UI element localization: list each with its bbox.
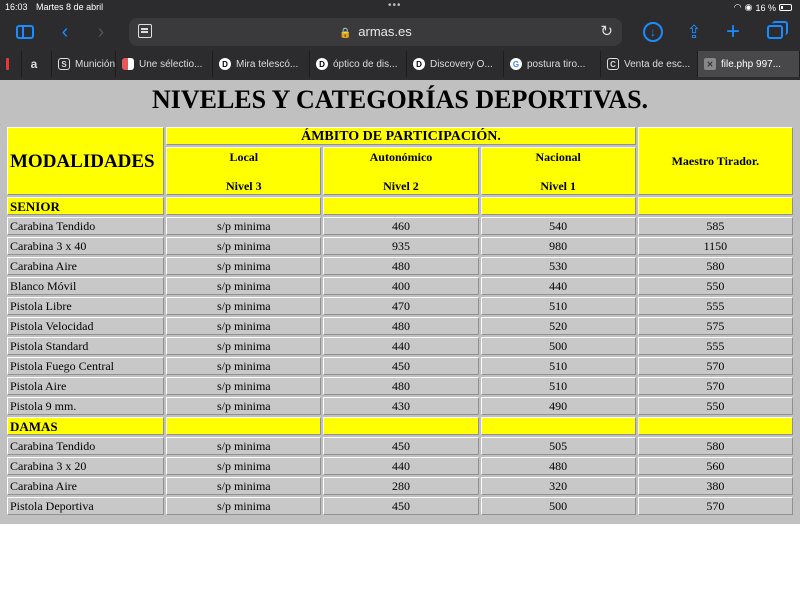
tab-label: Munición	[75, 58, 116, 70]
score-cell: s/p minima	[166, 457, 321, 475]
modalidad-cell: Carabina Tendido	[7, 217, 164, 235]
score-cell: 320	[481, 477, 636, 495]
score-cell: 580	[638, 437, 793, 455]
score-cell: 510	[481, 357, 636, 375]
score-cell: s/p minima	[166, 337, 321, 355]
table-row	[7, 357, 793, 375]
battery-percent: 16 %	[755, 2, 776, 13]
modalidad-cell: Carabina Aire	[7, 477, 164, 495]
modalidad-cell: Pistola 9 mm.	[7, 397, 164, 415]
score-cell: 505	[481, 437, 636, 455]
score-cell: s/p minima	[166, 397, 321, 415]
section-cell	[638, 417, 793, 435]
table-row	[7, 397, 793, 415]
modalidad-cell: Pistola Fuego Central	[7, 357, 164, 375]
download-icon: ↓	[643, 22, 663, 42]
score-cell: 520	[481, 317, 636, 335]
tab-favicon-icon: D	[219, 58, 231, 70]
table-row	[7, 237, 793, 255]
score-cell: s/p minima	[166, 437, 321, 455]
tab-optico[interactable]	[310, 51, 407, 77]
tab-label: Mira telescó...	[236, 58, 299, 70]
score-cell: s/p minima	[166, 297, 321, 315]
score-cell: 450	[323, 497, 478, 515]
table-row	[7, 277, 793, 295]
score-cell: 570	[638, 497, 793, 515]
tab-label: file.php 997...	[721, 58, 782, 70]
modalidad-cell: Pistola Libre	[7, 297, 164, 315]
section-label: SENIOR	[7, 197, 164, 215]
score-cell: 440	[323, 457, 478, 475]
section-cell	[166, 197, 321, 215]
section-cell	[323, 197, 478, 215]
section-cell	[481, 417, 636, 435]
tab-pinned-2[interactable]	[22, 51, 52, 77]
section-row	[7, 197, 793, 215]
section-cell	[166, 417, 321, 435]
score-cell: 550	[638, 277, 793, 295]
forward-button[interactable]	[88, 19, 114, 45]
table-row	[7, 257, 793, 275]
score-cell: s/p minima	[166, 217, 321, 235]
score-cell: 480	[323, 317, 478, 335]
score-cell: 280	[323, 477, 478, 495]
levels-table	[5, 125, 795, 517]
multitask-dots[interactable]: •••	[388, 0, 402, 11]
section-label: DAMAS	[7, 417, 164, 435]
score-cell: 500	[481, 337, 636, 355]
google-favicon-icon: G	[510, 58, 522, 70]
table-header-row	[7, 127, 793, 145]
tab-favicon-icon: D	[316, 58, 328, 70]
back-button[interactable]	[52, 19, 78, 45]
score-cell: s/p minima	[166, 277, 321, 295]
score-cell: 450	[323, 357, 478, 375]
score-cell: 540	[481, 217, 636, 235]
score-cell: 480	[481, 457, 636, 475]
empty-area	[0, 524, 800, 600]
chevron-left-icon: ‹	[61, 20, 69, 43]
score-cell: 575	[638, 317, 793, 335]
status-bar	[0, 0, 800, 15]
score-cell: s/p minima	[166, 477, 321, 495]
modalidad-cell: Blanco Móvil	[7, 277, 164, 295]
pinned-favicon-icon	[6, 58, 9, 70]
score-cell: s/p minima	[166, 357, 321, 375]
modalidad-cell: Pistola Deportiva	[7, 497, 164, 515]
table-row	[7, 317, 793, 335]
score-cell: s/p minima	[166, 377, 321, 395]
plus-icon: +	[725, 18, 740, 45]
tab-postura-tiro[interactable]	[504, 51, 601, 77]
tab-overview-button[interactable]	[762, 19, 788, 45]
score-cell: 550	[638, 397, 793, 415]
tab-municion[interactable]	[52, 51, 116, 77]
wifi-icon: ◠	[733, 2, 742, 12]
page-title: NIVELES Y CATEGORÍAS DEPORTIVAS.	[151, 85, 649, 114]
table-row	[7, 337, 793, 355]
modalidad-cell: Pistola Standard	[7, 337, 164, 355]
level-header-autonomico: Autonómico Nivel 2	[323, 147, 478, 195]
tab-label: Discovery O...	[430, 58, 493, 70]
modalidad-cell: Carabina Tendido	[7, 437, 164, 455]
focus-icon: ◉	[744, 2, 753, 12]
score-cell: 555	[638, 297, 793, 315]
score-cell: s/p minima	[166, 497, 321, 515]
close-tab-icon[interactable]: ✕	[704, 58, 716, 70]
score-cell: 530	[481, 257, 636, 275]
tab-label: Une sélectio...	[139, 58, 203, 70]
table-row	[7, 377, 793, 395]
web-page	[0, 80, 800, 524]
score-cell: 450	[323, 437, 478, 455]
score-cell: 440	[323, 337, 478, 355]
score-cell: 580	[638, 257, 793, 275]
table-row	[7, 297, 793, 315]
score-cell: 570	[638, 377, 793, 395]
section-cell	[638, 197, 793, 215]
table-row	[7, 457, 793, 475]
table-row	[7, 217, 793, 235]
score-cell: 935	[323, 237, 478, 255]
status-date: Martes 8 de abril	[36, 2, 104, 12]
modalidad-cell: Carabina 3 x 20	[7, 457, 164, 475]
table-row	[7, 437, 793, 455]
score-cell: 500	[481, 497, 636, 515]
table-row	[7, 497, 793, 515]
tab-favicon-icon: S	[58, 58, 70, 70]
section-row	[7, 417, 793, 435]
score-cell: 560	[638, 457, 793, 475]
score-cell: 490	[481, 397, 636, 415]
score-cell: 980	[481, 237, 636, 255]
tab-mira-telescopica[interactable]	[213, 51, 310, 77]
score-cell: 380	[638, 477, 793, 495]
downloads-button[interactable]	[640, 19, 666, 45]
score-cell: 440	[481, 277, 636, 295]
score-cell: s/p minima	[166, 257, 321, 275]
url-text: armas.es	[358, 24, 412, 39]
score-cell: 430	[323, 397, 478, 415]
level-header-local: Local Nivel 3	[166, 147, 321, 195]
maestro-header: Maestro Tirador.	[638, 127, 793, 195]
chevron-right-icon: ›	[97, 20, 105, 43]
address-bar[interactable]	[129, 18, 622, 46]
tab-label: óptico de dis...	[333, 58, 398, 70]
tab-venta[interactable]	[601, 51, 698, 77]
ambito-header: ÁMBITO DE PARTICIPACIÓN.	[166, 127, 636, 145]
modalidades-header: MODALIDADES	[7, 127, 164, 195]
tab-label: postura tiro...	[527, 58, 586, 70]
tab-favicon-icon: D	[413, 58, 425, 70]
score-cell: 510	[481, 297, 636, 315]
score-cell: 470	[323, 297, 478, 315]
section-cell	[481, 197, 636, 215]
modalidad-cell: Pistola Velocidad	[7, 317, 164, 335]
score-cell: 510	[481, 377, 636, 395]
tab-file-php[interactable]	[698, 51, 800, 77]
tab-discovery[interactable]	[407, 51, 504, 77]
score-cell: 1150	[638, 237, 793, 255]
score-cell: 480	[323, 377, 478, 395]
sidebar-icon	[16, 25, 34, 39]
battery-icon	[779, 4, 792, 11]
tab-favicon-icon: a	[30, 57, 38, 71]
tab-favicon-icon: C	[607, 58, 619, 70]
tab-pinned-1[interactable]	[0, 51, 22, 77]
score-cell: 585	[638, 217, 793, 235]
grid-favicon-icon	[122, 58, 134, 70]
share-icon: ⇪	[686, 21, 702, 42]
tab-une-selection[interactable]	[116, 51, 213, 77]
reload-icon[interactable]: ↻	[600, 23, 613, 40]
tab-strip	[0, 51, 800, 77]
browser-toolbar	[0, 15, 800, 49]
status-time: 16:03	[5, 2, 28, 12]
score-cell: s/p minima	[166, 317, 321, 335]
table-row	[7, 477, 793, 495]
tabs-icon	[767, 25, 783, 39]
modalidad-cell: Carabina 3 x 40	[7, 237, 164, 255]
modalidad-cell: Pistola Aire	[7, 377, 164, 395]
sidebar-button[interactable]	[12, 19, 38, 45]
share-button[interactable]	[681, 19, 707, 45]
score-cell: 460	[323, 217, 478, 235]
section-cell	[323, 417, 478, 435]
level-header-nacional: Nacional Nivel 1	[481, 147, 636, 195]
score-cell: 480	[323, 257, 478, 275]
new-tab-button[interactable]	[720, 19, 746, 45]
browser-chrome	[0, 0, 800, 80]
lock-icon: 🔒	[339, 28, 352, 39]
score-cell: 400	[323, 277, 478, 295]
tab-label: Venta de esc...	[624, 58, 691, 70]
score-cell: 555	[638, 337, 793, 355]
modalidad-cell: Carabina Aire	[7, 257, 164, 275]
score-cell: 570	[638, 357, 793, 375]
score-cell: s/p minima	[166, 237, 321, 255]
